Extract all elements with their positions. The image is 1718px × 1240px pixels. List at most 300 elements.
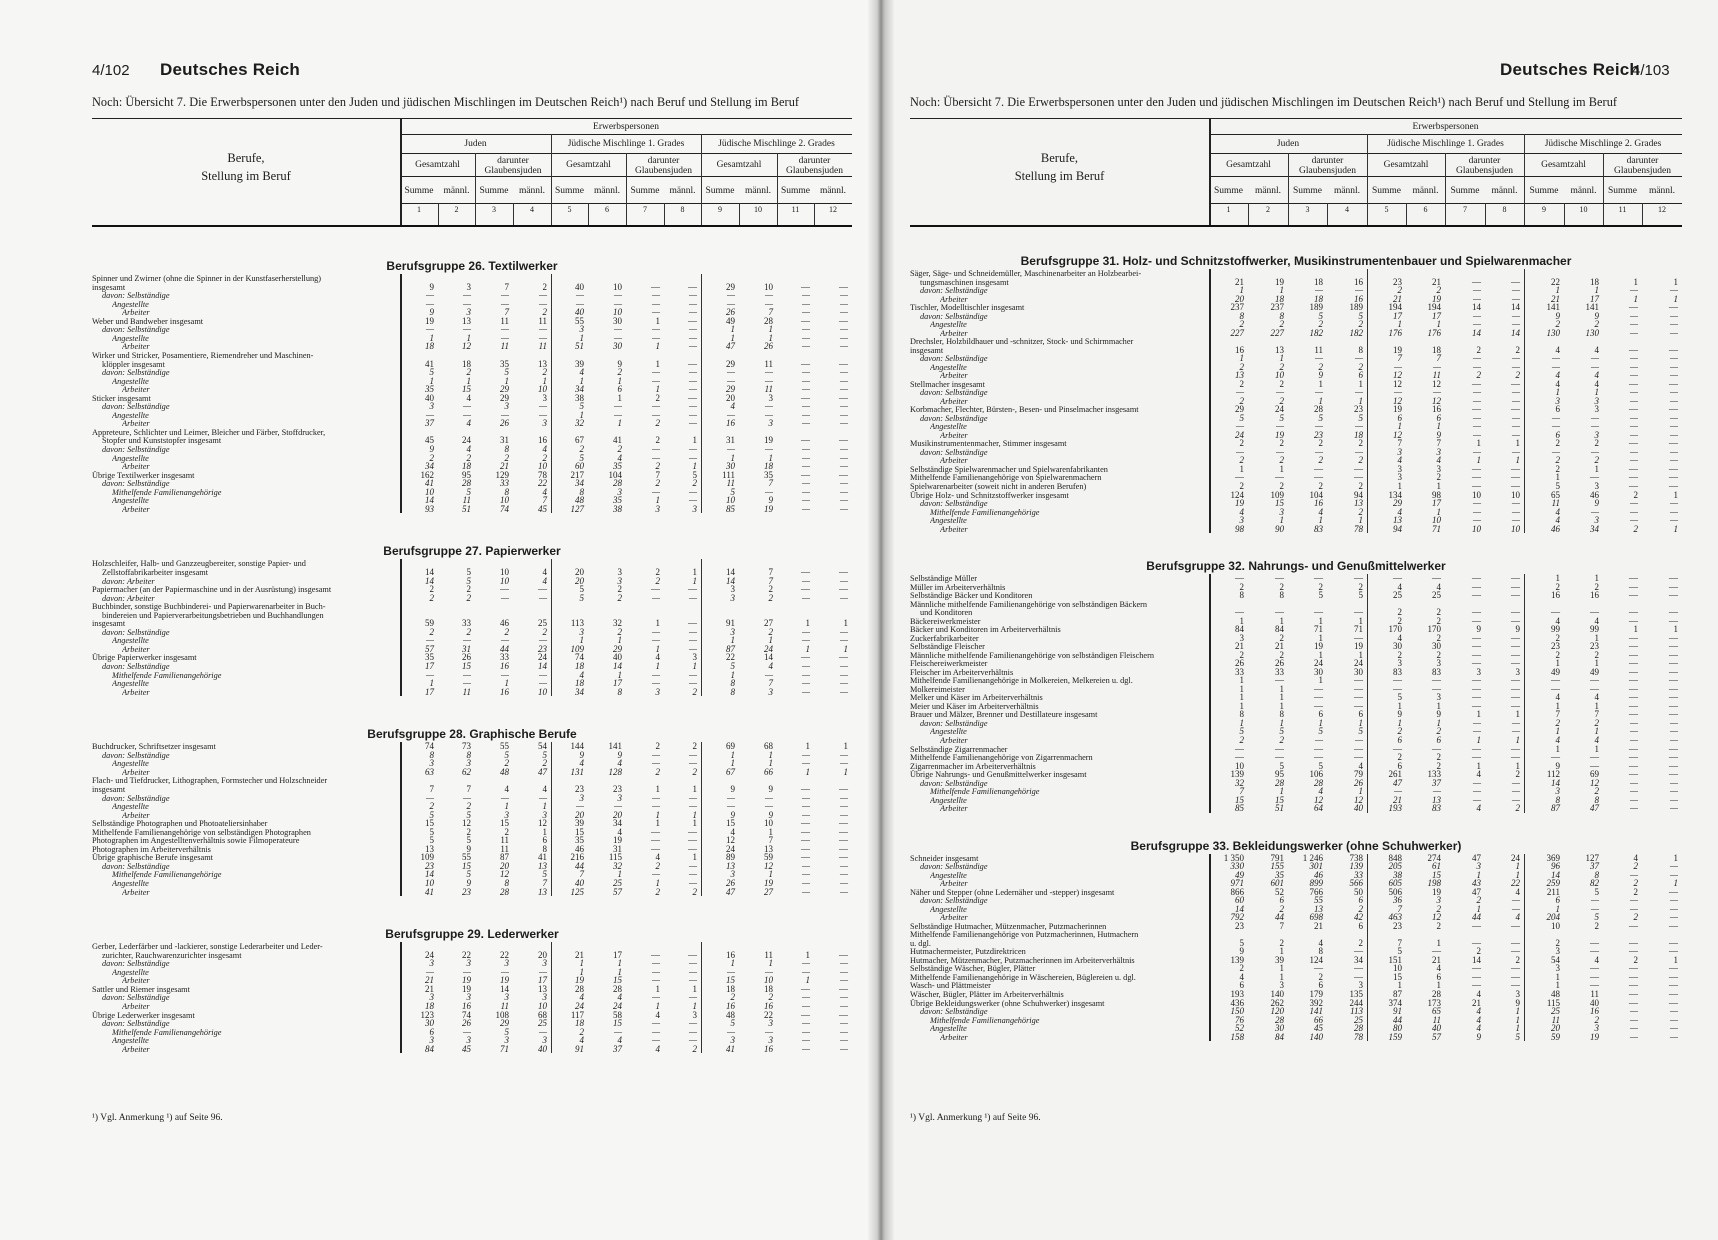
cell-value: — [839,1000,848,1011]
cell-value: — [1669,515,1678,526]
cell-value: 2 [1633,878,1638,889]
cell-value: 9 [768,809,773,820]
cell-value: — [1432,675,1441,686]
cell-value: 49 [1235,869,1244,880]
cell-value: — [839,290,848,301]
row-label: tungsmaschinen insgesamt [920,277,1009,287]
cell-value: 1 [1397,700,1402,711]
cell-value: 2 [579,1026,584,1037]
cell-value: 2 [1436,472,1441,483]
cell-value: 3 [1555,786,1560,797]
row-label: davon: Arbeiter [102,593,155,603]
cell-value: 2 [655,392,660,403]
cell-value: 1 [692,661,697,671]
cell-value: — [688,375,697,386]
cell-value: 38 [613,503,622,514]
cell-value: 4 [1318,937,1323,948]
cell-value: 4 [466,418,471,429]
cell-value: 3 [730,592,735,603]
cell-value: 20 [613,809,622,820]
cell-value: 162 [420,469,434,480]
cell-value: 170 [1427,624,1441,635]
cell-value: — [1511,498,1520,509]
cell-value: — [1472,319,1481,330]
row-label: Angestellte [930,422,967,432]
cell-value: — [1629,607,1638,618]
cell-value: 11 [764,384,773,395]
cell-value: 2 [1318,971,1323,982]
cell-value: 792 [1230,912,1244,923]
cell-value: 20 [575,566,584,577]
cell-value: 5 [1279,760,1284,771]
cell-value: — [1511,481,1520,491]
cell-value: 10 [538,1000,547,1011]
cell-value: 6 [1436,735,1441,745]
cell-value: 2 [1318,455,1323,466]
cell-value: 4 [1318,786,1323,797]
row-label: Arbeiter [122,419,150,429]
cell-value: 5 [466,809,471,820]
cell-value: — [1511,276,1520,287]
cell-value: 3 [617,792,622,803]
cell-value: 2 [1318,581,1323,592]
cell-value: 20 [575,809,584,820]
cell-value: 4 [1555,344,1560,355]
right-running-head: Deutsches Reich [1500,60,1640,79]
cell-value: — [462,324,471,335]
cell-value: 9 [730,783,735,794]
cell-value: 1 [1673,954,1678,965]
cell-value: 18 [425,1000,434,1011]
cell-value: 21 [1235,276,1244,287]
cell-value: — [1314,752,1323,763]
cell-value: 2 [1633,489,1638,500]
cell-value: 1 [504,678,509,689]
cell-value: 159 [1388,1031,1402,1042]
cell-value: — [1669,395,1678,406]
cell-value: 2 [655,860,660,871]
cell-value: — [1590,963,1599,974]
cell-value: 17 [1432,310,1441,321]
cell-value: — [1669,937,1678,948]
cell-value: 3 [1436,463,1441,474]
cell-value: — [1393,743,1402,754]
cell-value: 7 [466,783,471,794]
cell-value: — [1669,946,1678,957]
row-label: davon: Selbständige [102,993,170,1003]
cell-value: — [651,1026,660,1037]
cell-value: — [726,444,735,454]
cell-value: 40 [538,1043,547,1054]
cell-value: — [1314,285,1323,296]
cell-value: — [1669,658,1678,669]
cell-value: 23 [462,886,471,897]
cell-value: 1 [1673,293,1678,304]
cell-value: 19 [1275,429,1284,440]
cell-value: 4 [617,992,622,1003]
cell-value: — [575,801,584,812]
cell-value: 23 [1354,404,1363,415]
cell-value: 19 [500,975,509,986]
cell-value: 84 [425,1043,434,1054]
cell-value: 1 [1279,717,1284,728]
right-column-number: 12 [1658,205,1666,214]
left-table-row [92,505,852,514]
cell-value: 866 [1230,886,1244,897]
cell-value: 2 [655,766,660,777]
cell-value: 16 [1432,404,1441,415]
cell-value: — [538,1026,547,1037]
cell-value: 2 [1436,615,1441,626]
cell-value: 1 [655,661,660,671]
cell-value: 93 [425,503,434,514]
cell-value: 21 [1235,641,1244,652]
cell-value: 20 [538,949,547,960]
cell-value: — [726,792,735,803]
cell-value: — [651,749,660,760]
cell-value: — [651,826,660,837]
cell-value: 8 [1239,590,1244,601]
cell-value: 15 [462,860,471,871]
cell-value: — [839,375,848,386]
left-header-rule [400,134,852,135]
cell-value: 5 [1397,946,1402,957]
cell-value: 2 [429,626,434,637]
cell-value: 66 [1314,1014,1323,1025]
cell-value: 71 [500,1043,509,1054]
cell-value: 7 [768,678,773,689]
cell-value: 2 [466,826,471,837]
cell-value: 125 [570,886,584,897]
cell-value: — [1629,692,1638,703]
cell-value: 144 [570,741,584,752]
right-darunter-heading: darunter Glaubensjuden [1456,156,1513,176]
cell-value: 1 [429,375,434,386]
cell-value: 18 [1590,276,1599,287]
cell-value: 120 [1270,1006,1284,1017]
cell-value: 5 [1594,912,1599,923]
cell-value: 15 [1393,971,1402,982]
cell-value: 15 [726,818,735,829]
cell-value: 2 [542,307,547,318]
row-label: insgesamt [910,345,944,355]
cell-value: — [1511,310,1520,321]
cell-value: 28 [1275,1014,1284,1025]
cell-value: 8 [1279,709,1284,720]
cell-value: — [1511,515,1520,526]
cell-value: 1 [768,958,773,969]
cell-value: 11 [500,835,509,846]
cell-value: — [726,375,735,386]
cell-value: 12 [1393,429,1402,440]
cell-value: 55 [500,741,509,752]
cell-value: — [651,758,660,769]
cell-value: — [1511,285,1520,296]
cell-value: 18 [1275,293,1284,304]
cell-value: — [1275,743,1284,754]
right-column-number: 7 [1463,205,1467,214]
cell-value: — [1511,472,1520,483]
cell-value: 2 [1436,903,1441,914]
cell-value: 11 [764,949,773,960]
cell-value: — [839,678,848,689]
cell-value: 8 [730,678,735,689]
cell-value: 1 [1436,481,1441,491]
cell-value: 9 [1397,709,1402,720]
cell-value: 94 [1393,523,1402,534]
cell-value: 8 [504,486,509,497]
cell-value: — [1590,675,1599,686]
cell-value: 4 [1594,378,1599,389]
cell-value: 29 [1393,498,1402,509]
cell-value: — [764,801,773,812]
row-label: Männliche mithelfende Familienangehörige von selbständigen Bäckern [910,599,1148,609]
cell-value: 4 [1318,506,1323,517]
cell-value: 1 [692,435,697,446]
cell-value: — [801,818,810,829]
cell-value: 45 [538,503,547,514]
cell-value: 2 [1239,395,1244,406]
row-label: Arbeiter [940,524,968,534]
cell-value: 26 [500,418,509,429]
cell-value: 601 [1270,878,1284,889]
cell-value: — [1669,481,1678,491]
cell-value: 2 [1594,1014,1599,1025]
cell-value: 16 [1590,1006,1599,1017]
cell-value: — [839,503,848,514]
cell-value: 5 [579,592,584,603]
cell-value: — [575,298,584,309]
cell-value: — [1511,794,1520,805]
cell-value: 2 [1358,319,1363,330]
cell-value: — [1511,293,1520,304]
cell-value: 8 [1555,794,1560,805]
left-column-subheading: Summe [705,186,735,196]
cell-value: 98 [1235,523,1244,534]
cell-value: 15 [726,975,735,986]
cell-value: 30 [726,461,735,472]
row-label: Arbeiter [122,687,150,697]
cell-value: 2 [692,686,697,697]
cell-value: 19 [764,435,773,446]
row-label: Musikinstrumentenmacher, Stimmer insgesamt [910,439,1067,449]
cell-value: 1 [1515,1014,1520,1025]
cell-value: 9 [1436,429,1441,440]
cell-value: 1 [579,635,584,646]
cell-value: — [1629,387,1638,398]
cell-value: 25 [613,878,622,888]
cell-value: 1 [1673,276,1678,287]
right-column-number: 9 [1542,205,1546,214]
cell-value: — [1669,446,1678,457]
cell-value: — [651,669,660,680]
cell-value: 18 [1432,344,1441,355]
cell-value: 1 [542,801,547,812]
cell-value: 5 [542,749,547,760]
cell-value: 41 [538,852,547,863]
cell-value: — [801,503,810,514]
cell-value: — [1669,615,1678,626]
left-column-number: 7 [643,205,647,214]
cell-value: — [462,966,471,977]
cell-value: 1 [655,341,660,352]
cell-value: — [1669,700,1678,711]
cell-value: 2 [1555,438,1560,449]
cell-value: 1 [692,983,697,994]
row-label: davon: Selbständige [102,479,170,489]
cell-value: 4 [1633,852,1638,863]
cell-value: 1 [768,635,773,646]
cell-value: 66 [764,766,773,777]
cell-value: — [500,324,509,335]
cell-value: 35 [500,358,509,369]
cell-value: 9 [429,444,434,454]
cell-value: 3 [466,281,471,292]
cell-value: — [538,678,547,689]
cell-value: 3 [504,1035,509,1046]
cell-value: 71 [1432,523,1441,534]
cell-value: 29 [726,281,735,292]
cell-value: 463 [1388,912,1402,923]
cell-value: 1 [1239,700,1244,711]
cell-value: — [801,358,810,369]
cell-value: 9 [1318,370,1323,381]
row-label: klöppler insgesamt [102,359,165,369]
cell-value: 1 [1594,463,1599,474]
cell-value: — [688,384,697,395]
cell-value: — [1629,777,1638,788]
cell-value: 176 [1388,327,1402,338]
cell-value: 1 [1239,717,1244,728]
cell-value: 6 [1436,971,1441,982]
right-column-number: 6 [1423,205,1428,214]
cell-value: — [1472,683,1481,694]
cell-value: — [1235,573,1244,584]
row-label: davon: Selbständige [920,718,988,728]
cell-value: 26 [764,341,773,352]
cell-value: 13 [1393,515,1402,526]
cell-value: 71 [1354,624,1363,635]
row-label: Arbeiter [940,371,968,381]
cell-value: 11 [500,341,509,352]
cell-value: 9 [1239,946,1244,957]
cell-value: 1 [692,461,697,472]
cell-value: 1 [692,1000,697,1011]
cell-value: — [1669,683,1678,694]
cell-value: 124 [1309,954,1323,965]
cell-value: 33 [1235,666,1244,677]
cell-value: 17 [425,661,434,671]
cell-value: — [1511,920,1520,931]
cell-value: 12 [500,869,509,880]
cell-value: — [538,966,547,977]
cell-value: 4 [1594,692,1599,703]
cell-value: — [688,401,697,412]
cell-value: — [1669,861,1678,872]
cell-value: 3 [1397,463,1402,474]
cell-value: 4 [730,401,735,412]
cell-value: — [688,869,697,880]
cell-value: 17 [538,975,547,986]
cell-value: 68 [764,741,773,752]
cell-value: 1 [1279,692,1284,703]
right-header-rule-top [910,118,1682,119]
cell-value: 5 [1239,412,1244,423]
cell-value: — [1669,752,1678,763]
cell-value: 80 [1393,1023,1402,1034]
cell-value: 2 [655,418,660,429]
cell-value: 21 [500,461,509,472]
row-label: Arbeiter [940,396,968,406]
cell-value: — [1669,378,1678,389]
cell-value: 19 [1314,641,1323,652]
cell-value: 9 [617,358,622,369]
cell-value: 7 [1397,903,1402,914]
cell-value: 22 [1511,878,1520,889]
cell-value: 16 [1314,498,1323,509]
cell-value: 44 [1275,912,1284,923]
cell-value: 1 [1397,481,1402,491]
cell-value: 91 [575,1043,584,1054]
cell-value: 30 [1314,666,1323,677]
cell-value: 8 [617,686,622,697]
cell-value: 1 [805,643,810,654]
cell-value: — [1629,1014,1638,1025]
cell-value: — [688,418,697,429]
cell-value: — [651,869,660,880]
cell-value: 2 [1358,481,1363,491]
cell-value: — [1629,370,1638,381]
cell-value: — [1590,353,1599,364]
cell-value: 22 [1551,276,1560,287]
row-label: Mithelfende Familienangehörige von Putzmacherinnen, Hutmachern [910,930,1139,940]
cell-value: — [726,1026,735,1037]
cell-value: 1 [579,409,584,420]
cell-value: 205 [1388,861,1402,872]
cell-value: 1 [1358,786,1363,797]
cell-value: — [764,367,773,378]
cell-value: 4 [617,452,622,463]
cell-value: — [1629,658,1638,669]
cell-value: 3 [655,686,660,697]
cell-value: — [1669,463,1678,474]
cell-value: — [1354,607,1363,618]
row-label: Mithelfende Familienangehörige [112,670,222,680]
cell-value: — [1669,777,1678,788]
cell-value: — [801,461,810,472]
cell-value: 7 [768,566,773,577]
cell-value: — [1511,446,1520,457]
cell-value: — [688,949,697,960]
cell-value: 14 [1472,954,1481,965]
cell-value: 4 [1358,760,1363,771]
cell-value: — [839,975,848,986]
cell-value: 2 [542,367,547,378]
row-label: Angestellte [112,333,149,343]
cell-value: 57 [425,643,434,654]
cell-value: 85 [726,503,735,514]
cell-value: 1 [617,392,622,403]
left-group-rule [701,742,702,896]
cell-value: 84 [1275,1031,1284,1042]
cell-value: — [839,992,848,1003]
cell-value: 3 [1515,666,1520,677]
cell-value: 133 [1427,769,1441,780]
cell-value: 127 [570,503,584,514]
cell-value: — [500,966,509,977]
cell-value: — [764,966,773,977]
cell-value: 2 [1594,717,1599,728]
